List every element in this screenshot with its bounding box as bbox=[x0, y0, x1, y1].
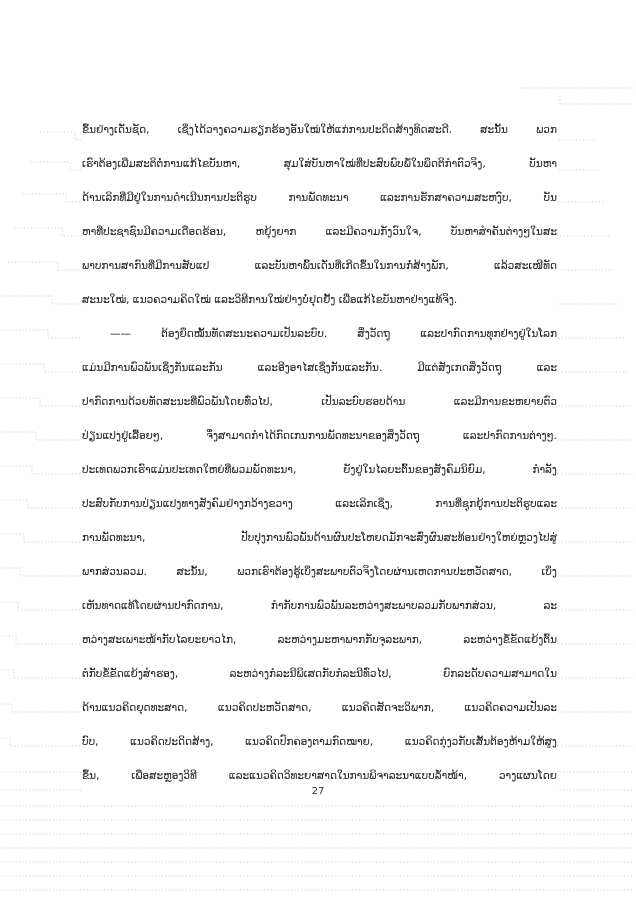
text-line: ຫວ່າງສະເພາະໜ້າກັບໄລຍະຍາວໄກ, ລະຫວ່າງມະຫາພາກກັບຈຸລະພາກ, ລະຫວ່າງຂໍ້ຂັດແຍ້ງຕົ້ນ bbox=[82, 623, 557, 657]
text-line: ການພັດທະນາ, ປັບປຸງການພົວພັນດ້ານຜົນປະໂຫຍດມັກຈະສົ່ງຜົນສະທ້ອນຢ່າງໃຫຍ່ຫຼວງໄປສູ່ bbox=[82, 521, 557, 555]
text-line: ພາບການສາກົນທີ່ມີການສັບແປ ແລະບັນຫາພົ້ນເດັ່ນທີ່ເກີດຂຶ້ນໃນການກໍ່ສ້າງພັກ, ແລ້ວສະເໜີທັດ bbox=[82, 249, 557, 283]
text-line: ເຮົາຕ້ອງເພີ່ມສະຕິຕໍ່ການແກ້ໄຂບັນຫາ, ສຸມໃສ່ບັນຫາໃໝ່ທີ່ປະສົບພົບພໍ້ໃນພຶດຕິກຳຕົວຈິງ, ບັນຫາ bbox=[82, 147, 557, 181]
text-line: ຫາທີ່ປະຊາຊົນມີຄວາມເດືອດຮ້ອນ, ຫຍຸ້ງຍາກ ແລະມີຄວາມກັງວົນໃຈ, ບັນຫາສຳຄັນຕ່າງໆໃນສະ bbox=[82, 215, 557, 249]
text-line: ດ້ານແນວຄິດຍຸດທະສາດ, ແນວຄິດປະຫວັດສາດ, ແນວຄິດສັດຈະວິພາກ, ແນວຄິດຄວາມເປັນລະ bbox=[82, 691, 557, 725]
text-line: ປາກົດການດ້ວຍທັດສະນະທີ່ພົວພັນໂດຍທົ່ວໄປ, ເປັນລະບົບຮອບດ້ານ ແລະມີການຂະຫຍາຍຕົວ bbox=[82, 385, 557, 419]
paragraph-1 bbox=[82, 113, 557, 317]
text-line: ຂຶ້ນຢ່າງເດັ່ນຊັດ, ເຊິ່ງໄດ້ວາງຄວາມຮຽກຮ້ອງອັນໃໝ່ໃຫ້ແກ່ການປະດິດສ້າງທິດສະດີ. ສະນັ້ນ ພວກ bbox=[82, 113, 557, 147]
text-line: —— ຕ້ອງຍຶດໝັ້ນທັດສະນະຄວາມເປັນລະບົບ. ສິ່ງວັດຖຸ ແລະປາກົດການທຸກຢ່າງຢູ່ໃນໂລກ bbox=[82, 317, 557, 351]
text-line: ເຫັນທາດແທ້ໂດຍຜ່ານປາກົດການ, ກຳກັບການພົວພັນລະຫວ່າງສະພາບລວມກັບພາກສ່ວນ, ລະ bbox=[82, 589, 557, 623]
text-line: ບົບ, ແນວຄິດປະດິດສ້າງ, ແນວຄິດປົກຄອງຕາມກົດໝາຍ, ແນວຄິດກຸ່ງວກັບເສັ້ນຕ້ອງຫ້າມໃຫ້ສູງ bbox=[82, 725, 557, 759]
text-line: ປະສົບກັບການປ່ຽນແປງທາງສັງຄົມຢ່າງກວ້າງຂວາງ ແລະເລິກເຊິ່ງ, ການທີ່ຊຸກຍູ້ການປະຕິຮູບແລະ bbox=[82, 487, 557, 521]
text-line: ແມ່ນມີການພົວພັນເຊິ່ງກັນແລະກັນ ແລະອີງອາໄສເຊິ່ງກັນແລະກັນ. ມີແຕ່ສັງເກດສິ່ງວັດຖຸ ແລະ bbox=[82, 351, 557, 385]
page-number: 27 bbox=[311, 786, 325, 797]
text-line: ປະເທດພວກເຮົາແມ່ນປະເທດໃຫຍ່ທີ່ພວມພັດທະນາ, ຍັງຢູ່ໃນໄລຍະຕົ້ນຂອງສັງຄົມນິຍົມ, ກຳລັງ bbox=[82, 453, 557, 487]
body-text bbox=[82, 113, 557, 793]
text-line: ດ້ານເລິກທີ່ມີຢູ່ໃນການດຳເນີນການປະຕິຮູບ ການພັດທະນາ ແລະການຮັກສາຄວາມສະຫງົບ, ບັນ bbox=[82, 181, 557, 215]
text-line: ປ່ຽນແປງຢູ່ເລື້ອຍໆ, ຈຶ່ງສາມາດກຳໄດ້ກົດເກນການພັດທະນາຂອງສິ່ງວັດຖຸ ແລະປາກົດການຕ່າງໆ. bbox=[82, 419, 557, 453]
text-line: ຕໍກັບຂໍ້ຂັດແຍ້ງສຳຮອງ, ລະຫວ່າງກໍລະນີພິເສດກັບກໍລະນີທົ່ວໄປ, ຍົກລະດັບຄວາມສາມາດໃນ bbox=[82, 657, 557, 691]
paragraph-2 bbox=[82, 317, 557, 793]
text-line: ສະນະໃໝ່, ແນວຄວາມຄິດໃໝ່ ແລະວິທີການໃໝ່ຢ່າງບໍ່ຢຸດຢັ້ງ ເພື່ອແກ້ໄຂບັນຫາຢ່າງແທ້ຈິງ. bbox=[82, 283, 557, 317]
text-line: ພາກສ່ວນລວມ. ສະນັ້ນ, ພວກເຮົາຕ້ອງຮູ້ເບິ່ງສະພາບຕົວຈິງໂດຍຜ່ານເຫດການປະຫວັດສາດ, ເບິ່ງ bbox=[82, 555, 557, 589]
text-line: ຂຶ້ນ, ເພື່ອສະຫຼອງວິທີ ແລະແນວຄິດວິທະຍາສາດໃນການພິຈາລະນາແບບລ້ຳໜ້າ, ວາງແຜນໂດຍ bbox=[82, 759, 557, 793]
